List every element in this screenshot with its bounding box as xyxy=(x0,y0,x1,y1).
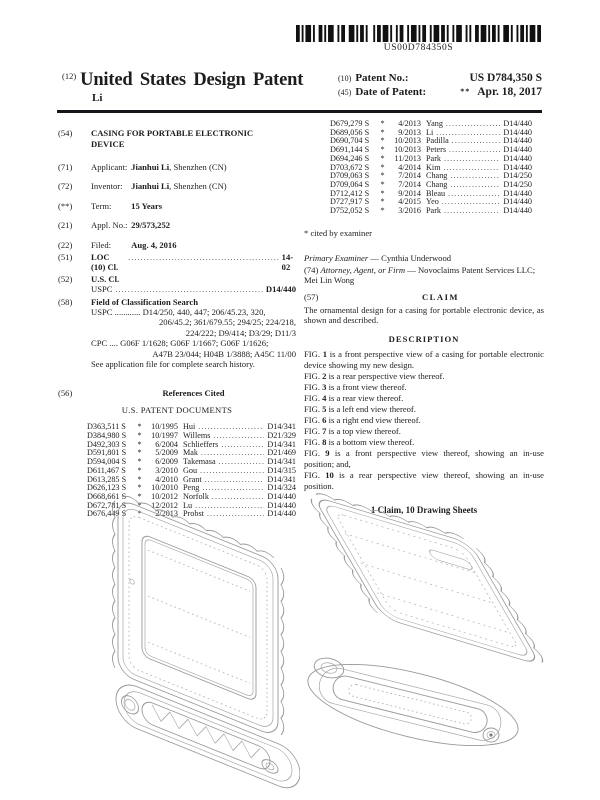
ref-cited-star: * xyxy=(380,153,385,163)
ref-inventor: Mak xyxy=(183,448,199,458)
dot-leader xyxy=(213,432,264,441)
section-code: (72) xyxy=(58,181,73,192)
section-code: (22) xyxy=(58,239,73,250)
terminal-disclaimer-stars: ** xyxy=(460,87,471,96)
inventor-name: Jianhui Li xyxy=(131,181,170,192)
right-column xyxy=(304,120,544,515)
ref-cited-star: * xyxy=(137,509,142,519)
ref-patent-number: D712,412 S xyxy=(330,188,370,198)
ref-classification: D14/440 xyxy=(503,136,532,146)
ref-patent-number: D672,781 S xyxy=(87,500,127,510)
fig-number: 6 xyxy=(322,414,327,425)
ref-date: 3/2016 xyxy=(398,206,421,216)
date-text: Apr. 18, 2017 xyxy=(477,86,542,98)
fig-text: is a bottom view thereof. xyxy=(328,436,415,447)
fig-number: 8 xyxy=(322,436,327,447)
figure-descriptions xyxy=(304,349,544,492)
fig-label: FIG. xyxy=(304,403,320,414)
ref-patent-number: D709,063 S xyxy=(330,171,370,181)
attorney-label: Attorney, Agent, or Firm xyxy=(320,264,406,275)
reference-row xyxy=(330,207,532,216)
fig-number: 1 xyxy=(322,348,328,359)
section-code: (54) xyxy=(58,128,73,138)
fig-text: is a left end view thereof. xyxy=(328,403,416,414)
loc-label: LOC (10) Cl. xyxy=(91,252,119,273)
fig-label: FIG. xyxy=(304,436,320,447)
dot-leader xyxy=(128,252,278,263)
fig-number: 2 xyxy=(322,370,327,381)
figure-description-line xyxy=(304,470,544,492)
ref-inventor: Yeo xyxy=(426,197,439,207)
kind-code: (12) xyxy=(62,71,77,81)
fig-label: FIG. xyxy=(304,425,320,436)
section-code: (51) xyxy=(58,252,73,263)
references-title: References Cited xyxy=(162,387,225,398)
ref-cited-star: * xyxy=(380,197,385,207)
ref-date: 4/2013 xyxy=(398,119,421,128)
ref-classification: D14/440 xyxy=(503,206,532,216)
ref-inventor: Yang xyxy=(426,119,443,128)
ref-inventor: Lu xyxy=(183,500,193,510)
dot-leader xyxy=(444,155,500,164)
ref-patent-number: D594,004 S xyxy=(87,457,127,467)
ref-classification: D14/341 xyxy=(267,457,296,467)
ref-cited-star: * xyxy=(137,474,142,484)
examiner-name: — Cynthia Underwood xyxy=(370,253,452,264)
section-code: (58) xyxy=(58,296,73,307)
ref-inventor: Peters xyxy=(426,145,447,155)
screen-opening xyxy=(142,534,256,702)
ref-patent-number: D727,917 S xyxy=(330,197,370,207)
ref-patent-number: D613,285 S xyxy=(87,474,127,484)
figure-description-line xyxy=(304,415,544,426)
figure-description-line xyxy=(304,371,544,382)
uspc-line-2: 206/45.2; 361/679.55; 294/25; 224/218, xyxy=(158,317,296,328)
dot-leader xyxy=(449,146,500,155)
ref-date: 5/2009 xyxy=(155,448,178,458)
ref-inventor: Li xyxy=(426,127,434,137)
ref-cited-star: * xyxy=(380,162,385,172)
inventor-label: Inventor: xyxy=(91,181,123,192)
ref-inventor: Kim xyxy=(426,162,441,172)
ref-inventor: Padilla xyxy=(426,136,449,146)
drawing-rear-perspective xyxy=(295,492,550,797)
ref-cited-star: * xyxy=(137,491,142,501)
fig-number: 3 xyxy=(322,381,327,392)
dot-leader xyxy=(450,172,500,181)
figure-description-line xyxy=(304,349,544,371)
dot-leader xyxy=(444,207,500,216)
ref-classification: D14/250 xyxy=(503,171,532,181)
ref-date: 10/1997 xyxy=(151,431,178,441)
ref-inventor: Park xyxy=(426,206,442,216)
attorney-value: — Novoclaims Patent Services LLC; Mei Lin Wong xyxy=(304,264,536,285)
ref-classification: D14/341 xyxy=(267,474,296,484)
date-label: Date of Patent: xyxy=(355,86,427,98)
section-code: (57) xyxy=(304,292,319,303)
ref-classification: D14/440 xyxy=(267,509,296,519)
claim-heading xyxy=(304,292,544,302)
cpc-line-2: A47B 23/044; H04B 1/3888; A45C 11/00 xyxy=(152,348,296,359)
us-cl-label: U.S. Cl. xyxy=(91,273,120,284)
ref-patent-number: D384,980 S xyxy=(87,431,127,441)
dot-leader xyxy=(442,198,501,207)
search-history-note: See application file for complete search history. xyxy=(91,359,255,370)
document-title: United States Design Patent xyxy=(80,70,304,90)
attorney-line xyxy=(304,265,544,286)
claims-sheets-footer: 1 Claim, 10 Drawing Sheets xyxy=(370,504,478,515)
header-left xyxy=(62,70,332,104)
ref-cited-star: * xyxy=(380,136,385,146)
filed-value: Aug. 4, 2016 xyxy=(131,239,177,250)
left-column xyxy=(58,120,296,519)
term-value: 15 Years xyxy=(131,200,163,211)
fig-label: FIG. xyxy=(304,392,320,403)
ref-patent-number: D703,672 S xyxy=(330,162,370,172)
ref-date: 4/2015 xyxy=(398,197,421,207)
applicant-label: Applicant: xyxy=(91,162,128,172)
ref-patent-number: D676,449 S xyxy=(87,509,127,519)
primary-examiner-line xyxy=(304,253,544,263)
fig-label: FIG. xyxy=(304,447,320,458)
ref-date: 4/2014 xyxy=(398,162,421,172)
section-term xyxy=(58,201,296,211)
fig-number: 10 xyxy=(325,469,334,480)
claim-text: The ornamental design for a casing for portable electronic device, as shown and described. xyxy=(304,304,544,326)
ref-date: 7/2014 xyxy=(398,171,421,181)
fig-text: is a rear view thereof. xyxy=(328,392,404,403)
appl-no-value: 29/573,252 xyxy=(131,220,171,231)
references-subtitle: U.S. PATENT DOCUMENTS xyxy=(121,404,233,415)
ref-classification: D14/440 xyxy=(503,145,532,155)
ref-cited-star: * xyxy=(380,188,385,198)
term-label: Term: xyxy=(91,200,112,211)
fig-number: 5 xyxy=(322,403,327,414)
patent-no-label: Patent No.: xyxy=(355,72,409,84)
section-inventor-72 xyxy=(58,181,296,191)
loc-value: 14-02 xyxy=(281,252,294,273)
ref-date: 11/2013 xyxy=(394,153,421,163)
ref-date: 9/2014 xyxy=(398,188,421,198)
ref-inventor: Probst xyxy=(183,509,204,519)
dot-leader xyxy=(116,284,263,295)
section-appl-no-21 xyxy=(58,220,296,230)
applicant-rest: , Shenzhen (CN) xyxy=(169,162,227,172)
ref-date: 10/2012 xyxy=(151,491,178,501)
ref-classification: D14/324 xyxy=(267,483,296,493)
ref-classification: D21/469 xyxy=(267,448,296,458)
ref-date: 6/2004 xyxy=(155,439,178,449)
stand-base xyxy=(300,648,525,762)
ref-patent-number: D691,144 S xyxy=(330,145,370,155)
section-field-search-58 xyxy=(58,297,296,370)
section-code: (56) xyxy=(58,387,73,398)
dot-leader xyxy=(444,164,501,173)
dot-leader xyxy=(221,441,264,450)
figure-description-line xyxy=(304,448,544,470)
ref-cited-star: * xyxy=(137,465,142,475)
figure-description-line xyxy=(304,393,544,404)
ref-classification: D14/440 xyxy=(267,491,296,501)
uspc-line-3: 224/222; D9/414; D3/29; D11/3 xyxy=(185,327,296,338)
patent-no-value: US D784,350 S xyxy=(469,72,542,84)
ref-date: 10/2010 xyxy=(151,483,178,493)
ref-classification: D14/440 xyxy=(503,197,532,207)
dot-leader xyxy=(219,458,265,467)
section-applicant-71 xyxy=(58,162,296,172)
ref-patent-number: D752,052 S xyxy=(330,206,370,216)
ref-date: 6/2009 xyxy=(155,457,178,467)
ref-cited-star: * xyxy=(380,145,385,155)
fig-label: FIG. xyxy=(304,381,320,392)
ref-inventor: Willems xyxy=(183,431,211,441)
ref-cited-star: * xyxy=(137,439,142,449)
patent-no-code: (10) xyxy=(338,74,352,83)
ref-cited-star: * xyxy=(380,171,385,181)
field-search-label: Field of Classification Search xyxy=(91,296,199,307)
fig-text: is a rear perspective view thereof, showing an in-use position. xyxy=(304,469,544,491)
references-table-right xyxy=(304,120,544,216)
ref-inventor: Takemasa xyxy=(183,457,216,467)
ref-patent-number: D363,511 S xyxy=(87,422,126,432)
ref-date: 10/2013 xyxy=(394,136,421,146)
ref-inventor: Gou xyxy=(183,465,198,475)
ref-cited-star: * xyxy=(137,431,142,441)
ref-classification: D14/341 xyxy=(267,439,296,449)
ref-patent-number: D611,467 S xyxy=(87,465,126,475)
ref-inventor: Grant xyxy=(183,474,202,484)
uspc-label: USPC xyxy=(91,284,113,295)
ref-inventor: Bleau xyxy=(426,188,446,198)
dot-leader xyxy=(450,181,500,190)
casing-front xyxy=(113,492,301,795)
section-title-54 xyxy=(58,128,296,150)
ref-patent-number: D591,801 S xyxy=(87,448,127,458)
appl-no-label: Appl. No.: xyxy=(91,220,128,231)
drawing-front-perspective xyxy=(58,492,300,797)
ref-date: 2/2013 xyxy=(155,509,178,519)
fig-text: is a right end view thereof. xyxy=(328,414,421,425)
ref-patent-number: D694,246 S xyxy=(330,153,370,163)
ref-cited-star: * xyxy=(137,448,142,458)
ref-inventor: Chang xyxy=(426,179,448,189)
fig-text: is a front perspective view thereof, showing an in-use position; and, xyxy=(304,447,544,469)
fig-text: is a rear perspective view thereof. xyxy=(328,370,445,381)
description-title: DESCRIPTION xyxy=(388,333,460,344)
ref-cited-star: * xyxy=(137,422,142,432)
uspc-value: D14/440 xyxy=(265,284,296,295)
fig-text: is a front view thereof. xyxy=(328,381,407,392)
ref-cited-star: * xyxy=(380,206,385,216)
ref-inventor: Schlieffers xyxy=(183,439,219,449)
ref-date: 10/1995 xyxy=(151,422,178,432)
ref-patent-number: D690,704 S xyxy=(330,136,370,146)
ref-cited-star: * xyxy=(380,119,385,128)
uspc-line-1: USPC ............ D14/250, 440, 447; 206/45.23, 320, xyxy=(91,307,266,318)
ref-inventor: Hui xyxy=(183,422,196,432)
ref-cited-star: * xyxy=(380,179,385,189)
ref-patent-number: D668,661 S xyxy=(87,491,127,501)
dot-leader xyxy=(205,476,265,485)
section-code: (52) xyxy=(58,273,73,284)
ref-classification: D14/440 xyxy=(503,188,532,198)
cpc-line-1: CPC .... G06F 1/1628; G06F 1/1667; G06F 1/1626; xyxy=(91,338,269,349)
figure-description-line xyxy=(304,426,544,437)
ref-classification: D14/440 xyxy=(503,153,532,163)
section-us-cl-52 xyxy=(58,274,296,296)
handle-base xyxy=(116,678,300,794)
ref-inventor: Chang xyxy=(426,171,448,181)
barcode xyxy=(296,25,541,53)
fig-text: is a top view thereof. xyxy=(328,425,401,436)
ref-cited-star: * xyxy=(137,500,142,510)
ref-cited-star: * xyxy=(137,483,142,493)
fig-number: 7 xyxy=(322,425,327,436)
inventor-surname: Li xyxy=(92,92,103,104)
applicant-name: Jianhui Li xyxy=(131,162,170,172)
fig-label: FIG. xyxy=(304,348,320,359)
ref-classification: D21/329 xyxy=(267,431,296,441)
invention-title: CASING FOR PORTABLE ELECTRONIC DEVICE xyxy=(91,128,254,149)
ref-inventor: Park xyxy=(426,153,442,163)
ref-classification: D14/440 xyxy=(503,119,532,128)
dot-leader xyxy=(446,120,500,129)
ref-patent-number: D679,279 S xyxy=(330,119,370,128)
ref-patent-number: D626,123 S xyxy=(87,483,127,493)
ref-date: 9/2013 xyxy=(398,127,421,137)
ref-classification: D14/250 xyxy=(503,179,532,189)
ref-classification: D14/440 xyxy=(267,500,296,510)
ref-patent-number: D709,064 S xyxy=(330,179,370,189)
ref-date: 4/2010 xyxy=(155,474,178,484)
header-right xyxy=(338,72,542,100)
casing-rear xyxy=(303,492,548,667)
figure-description-line xyxy=(304,437,544,448)
ref-date: 10/2013 xyxy=(394,145,421,155)
section-filed-22 xyxy=(58,240,296,250)
claim-title: CLAIM xyxy=(421,292,460,303)
figure-description-line xyxy=(304,382,544,393)
ref-patent-number: D689,056 S xyxy=(330,127,370,137)
ref-inventor: Norfolk xyxy=(183,491,209,501)
ref-date: 12/2012 xyxy=(151,500,178,510)
barcode-svg xyxy=(296,25,541,42)
dot-leader xyxy=(452,137,501,146)
date-code: (45) xyxy=(338,88,352,97)
fig-label: FIG. xyxy=(304,469,320,480)
attorney-code: (74) xyxy=(304,264,319,275)
date-value xyxy=(460,86,542,98)
ref-date: 3/2010 xyxy=(155,465,178,475)
inventor-rest: , Shenzhen (CN) xyxy=(169,181,227,192)
header-rule xyxy=(57,110,542,113)
fig-number: 4 xyxy=(322,392,327,403)
ref-cited-star: * xyxy=(137,457,142,467)
examiner-label: Primary Examiner xyxy=(304,253,369,264)
filed-label: Filed: xyxy=(91,239,112,250)
ref-date: 7/2014 xyxy=(398,179,421,189)
section-code: (21) xyxy=(58,220,73,231)
patent-number-row xyxy=(338,72,542,84)
patent-date-row xyxy=(338,86,542,98)
ref-classification: D14/440 xyxy=(503,127,532,137)
section-code: (71) xyxy=(58,162,73,172)
fig-text: is a front perspective view of a casing for portable electronic device showing my new design. xyxy=(304,348,544,370)
ref-classification: D14/440 xyxy=(503,162,532,172)
fig-number: 9 xyxy=(325,447,330,458)
ref-classification: D14/315 xyxy=(267,465,296,475)
ref-cited-star: * xyxy=(380,127,385,137)
section-code: (**) xyxy=(58,200,73,211)
dot-leader xyxy=(448,190,500,199)
ref-classification: D14/341 xyxy=(267,422,296,432)
cited-by-examiner-note: * cited by examiner xyxy=(304,227,373,238)
fig-label: FIG. xyxy=(304,414,320,425)
section-loc-51 xyxy=(58,252,296,273)
ref-patent-number: D492,303 S xyxy=(87,439,127,449)
figure-description-line xyxy=(304,404,544,415)
fig-label: FIG. xyxy=(304,370,320,381)
dot-leader xyxy=(200,467,264,476)
ref-inventor: Peng xyxy=(183,483,200,493)
barcode-text: US00D784350S xyxy=(383,43,454,53)
